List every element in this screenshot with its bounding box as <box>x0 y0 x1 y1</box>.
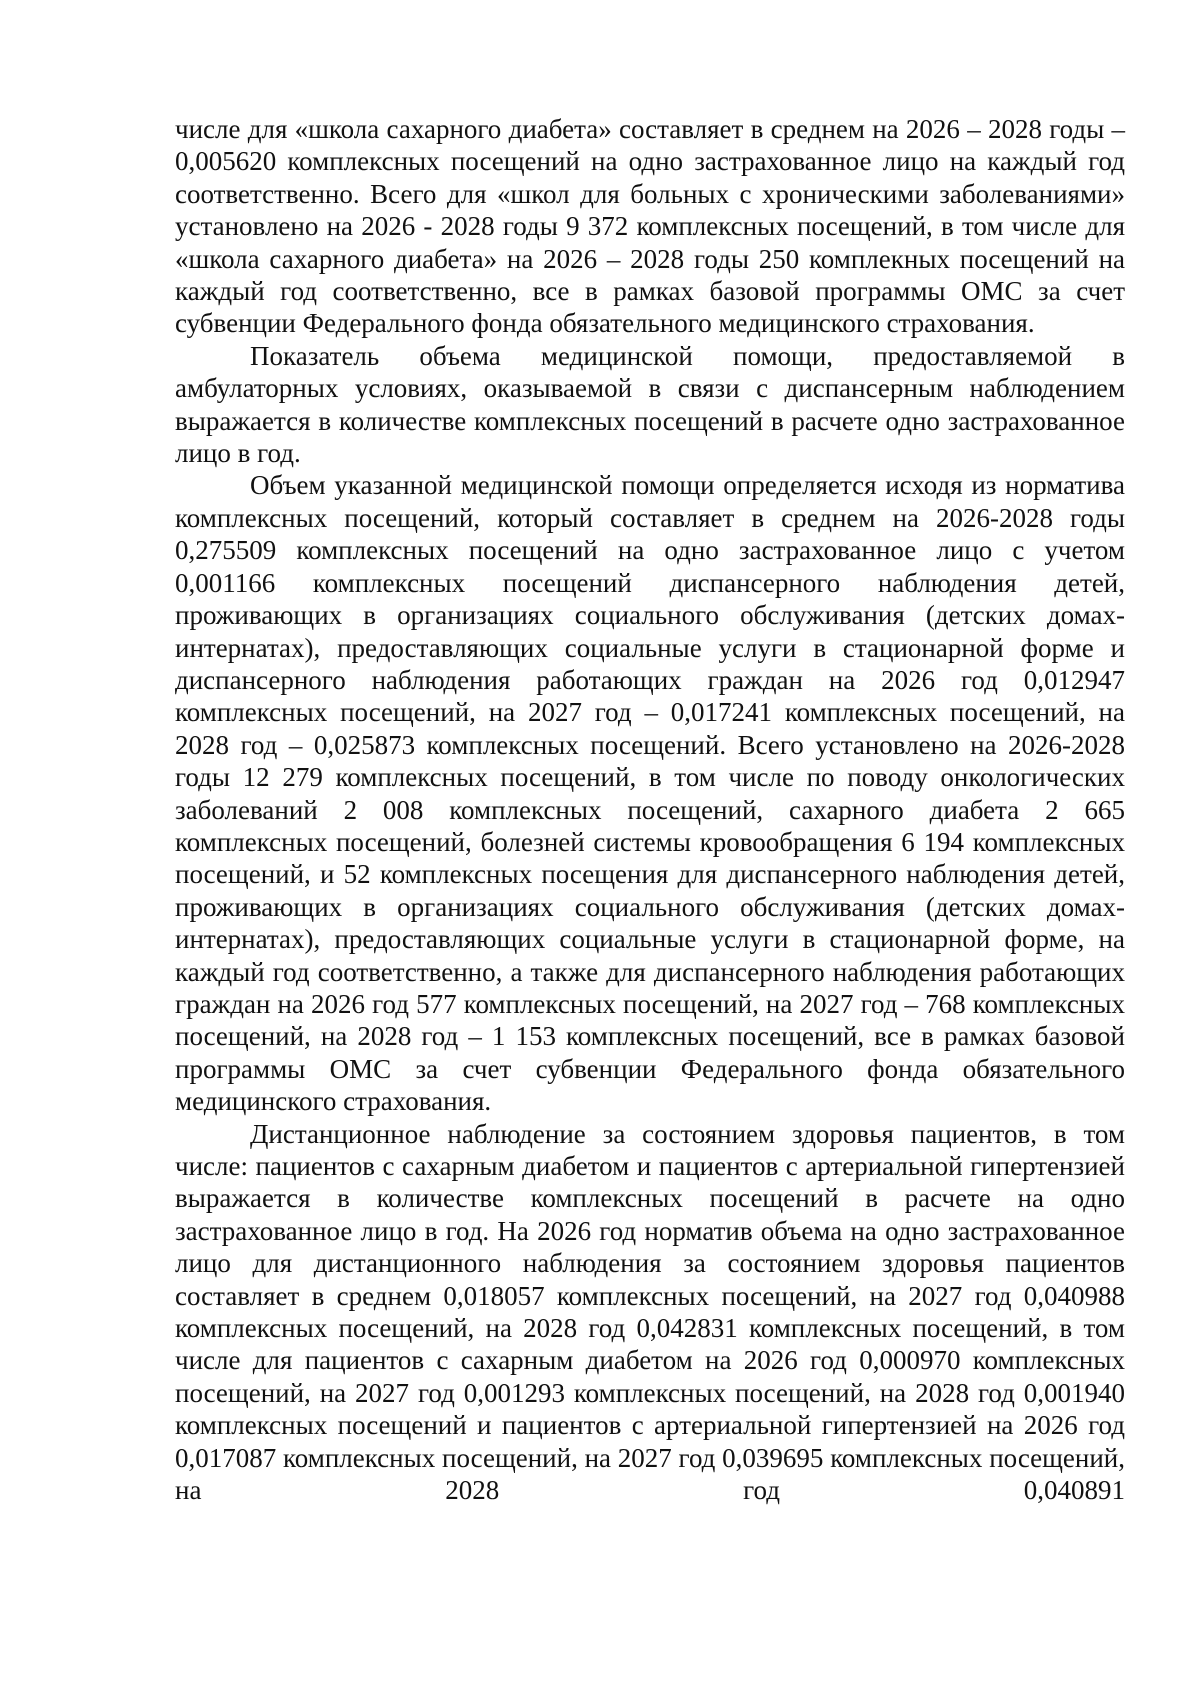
paragraph-school-diabetes-continuation: числе для «школа сахарного диабета» составляет в среднем на 2026 – 2028 годы – 0,005620 комплексных посещений на одно застрахованное лицо на каждый год соответственно. Всего для «школ для больных с хроническими заболеваниями» установлено на 2026 - 2028 годы 9 372 комплексных посещений, в том числе для «школа сахарного диабета» на 2026 – 2028 годы 250 комплекных посещений на каждый год соответственно, все в рамках базовой программы ОМС за счет субвенции Федерального фонда обязательного медицинского страхования. <box>175 114 1125 339</box>
paragraph-dispensary-volume: Объем указанной медицинской помощи определяется исходя из норматива комплексных посещений, который составляет в среднем на 2026-2028 годы 0,275509 комплексных посещений на одно застрахованное лицо с учетом 0,001166 комплексных посещений диспансерного наблюдения детей, проживающих в организациях социального обслуживания (детских домах-интернатах), предоставляющих социальные услуги в стационарной форме и диспансерного наблюдения работающих граждан на 2026 год 0,012947 комплексных посещений, на 2027 год – 0,017241 комплексных посещений, на 2028 год – 0,025873 комплексных посещений. Всего установлено на 2026-2028 годы 12 279 комплексных посещений, в том числе по поводу онкологических заболеваний 2 008 комплексных посещений, сахарного диабета 2 665 комплексных посещений, болезней системы кровообращения 6 194 комплексных посещений, и 52 комплексных посещения для диспансерного наблюдения детей, проживающих в организациях социального обслуживания (детских домах-интернатах), предоставляющих социальные услуги в стационарной форме, на каждый год соответственно, а также для диспансерного наблюдения работающих граждан на 2026 год 577 комплексных посещений, на 2027 год – 768 комплексных посещений, на 2028 год – 1 153 комплексных посещений, все в рамках базовой программы ОМС за счет субвенции Федерального фонда обязательного медицинского страхования. <box>175 470 1125 1117</box>
paragraph-remote-monitoring: Дистанционное наблюдение за состоянием здоровья пациентов, в том числе: пациентов с сахарным диабетом и пациентов с артериальной гипертензией выражается в количестве комплексных посещений в расчете на одно застрахованное лицо в год. На 2026 год норматив объема на одно застрахованное лицо для дистанционного наблюдения за состоянием здоровья пациентов составляет в среднем 0,018057 комплексных посещений, на 2027 год 0,040988 комплексных посещений, на 2028 год 0,042831 комплексных посещений, в том числе для пациентов с сахарным диабетом на 2026 год 0,000970 комплексных посещений, на 2027 год 0,001293 комплексных посещений, на 2028 год 0,001940 комплексных посещений и пациентов с артериальной гипертензией на 2026 год 0,017087 комплексных посещений, на 2027 год 0,039695 комплексных посещений, на 2028 год 0,040891 <box>175 1118 1125 1506</box>
paragraph-dispensary-indicator: Показатель объема медицинской помощи, предоставляемой в амбулаторных условиях, оказываемой в связи с диспансерным наблюдением выражается в количестве комплексных посещений в расчете одно застрахованное лицо в год. <box>175 340 1125 469</box>
document-page <box>175 113 1125 1506</box>
